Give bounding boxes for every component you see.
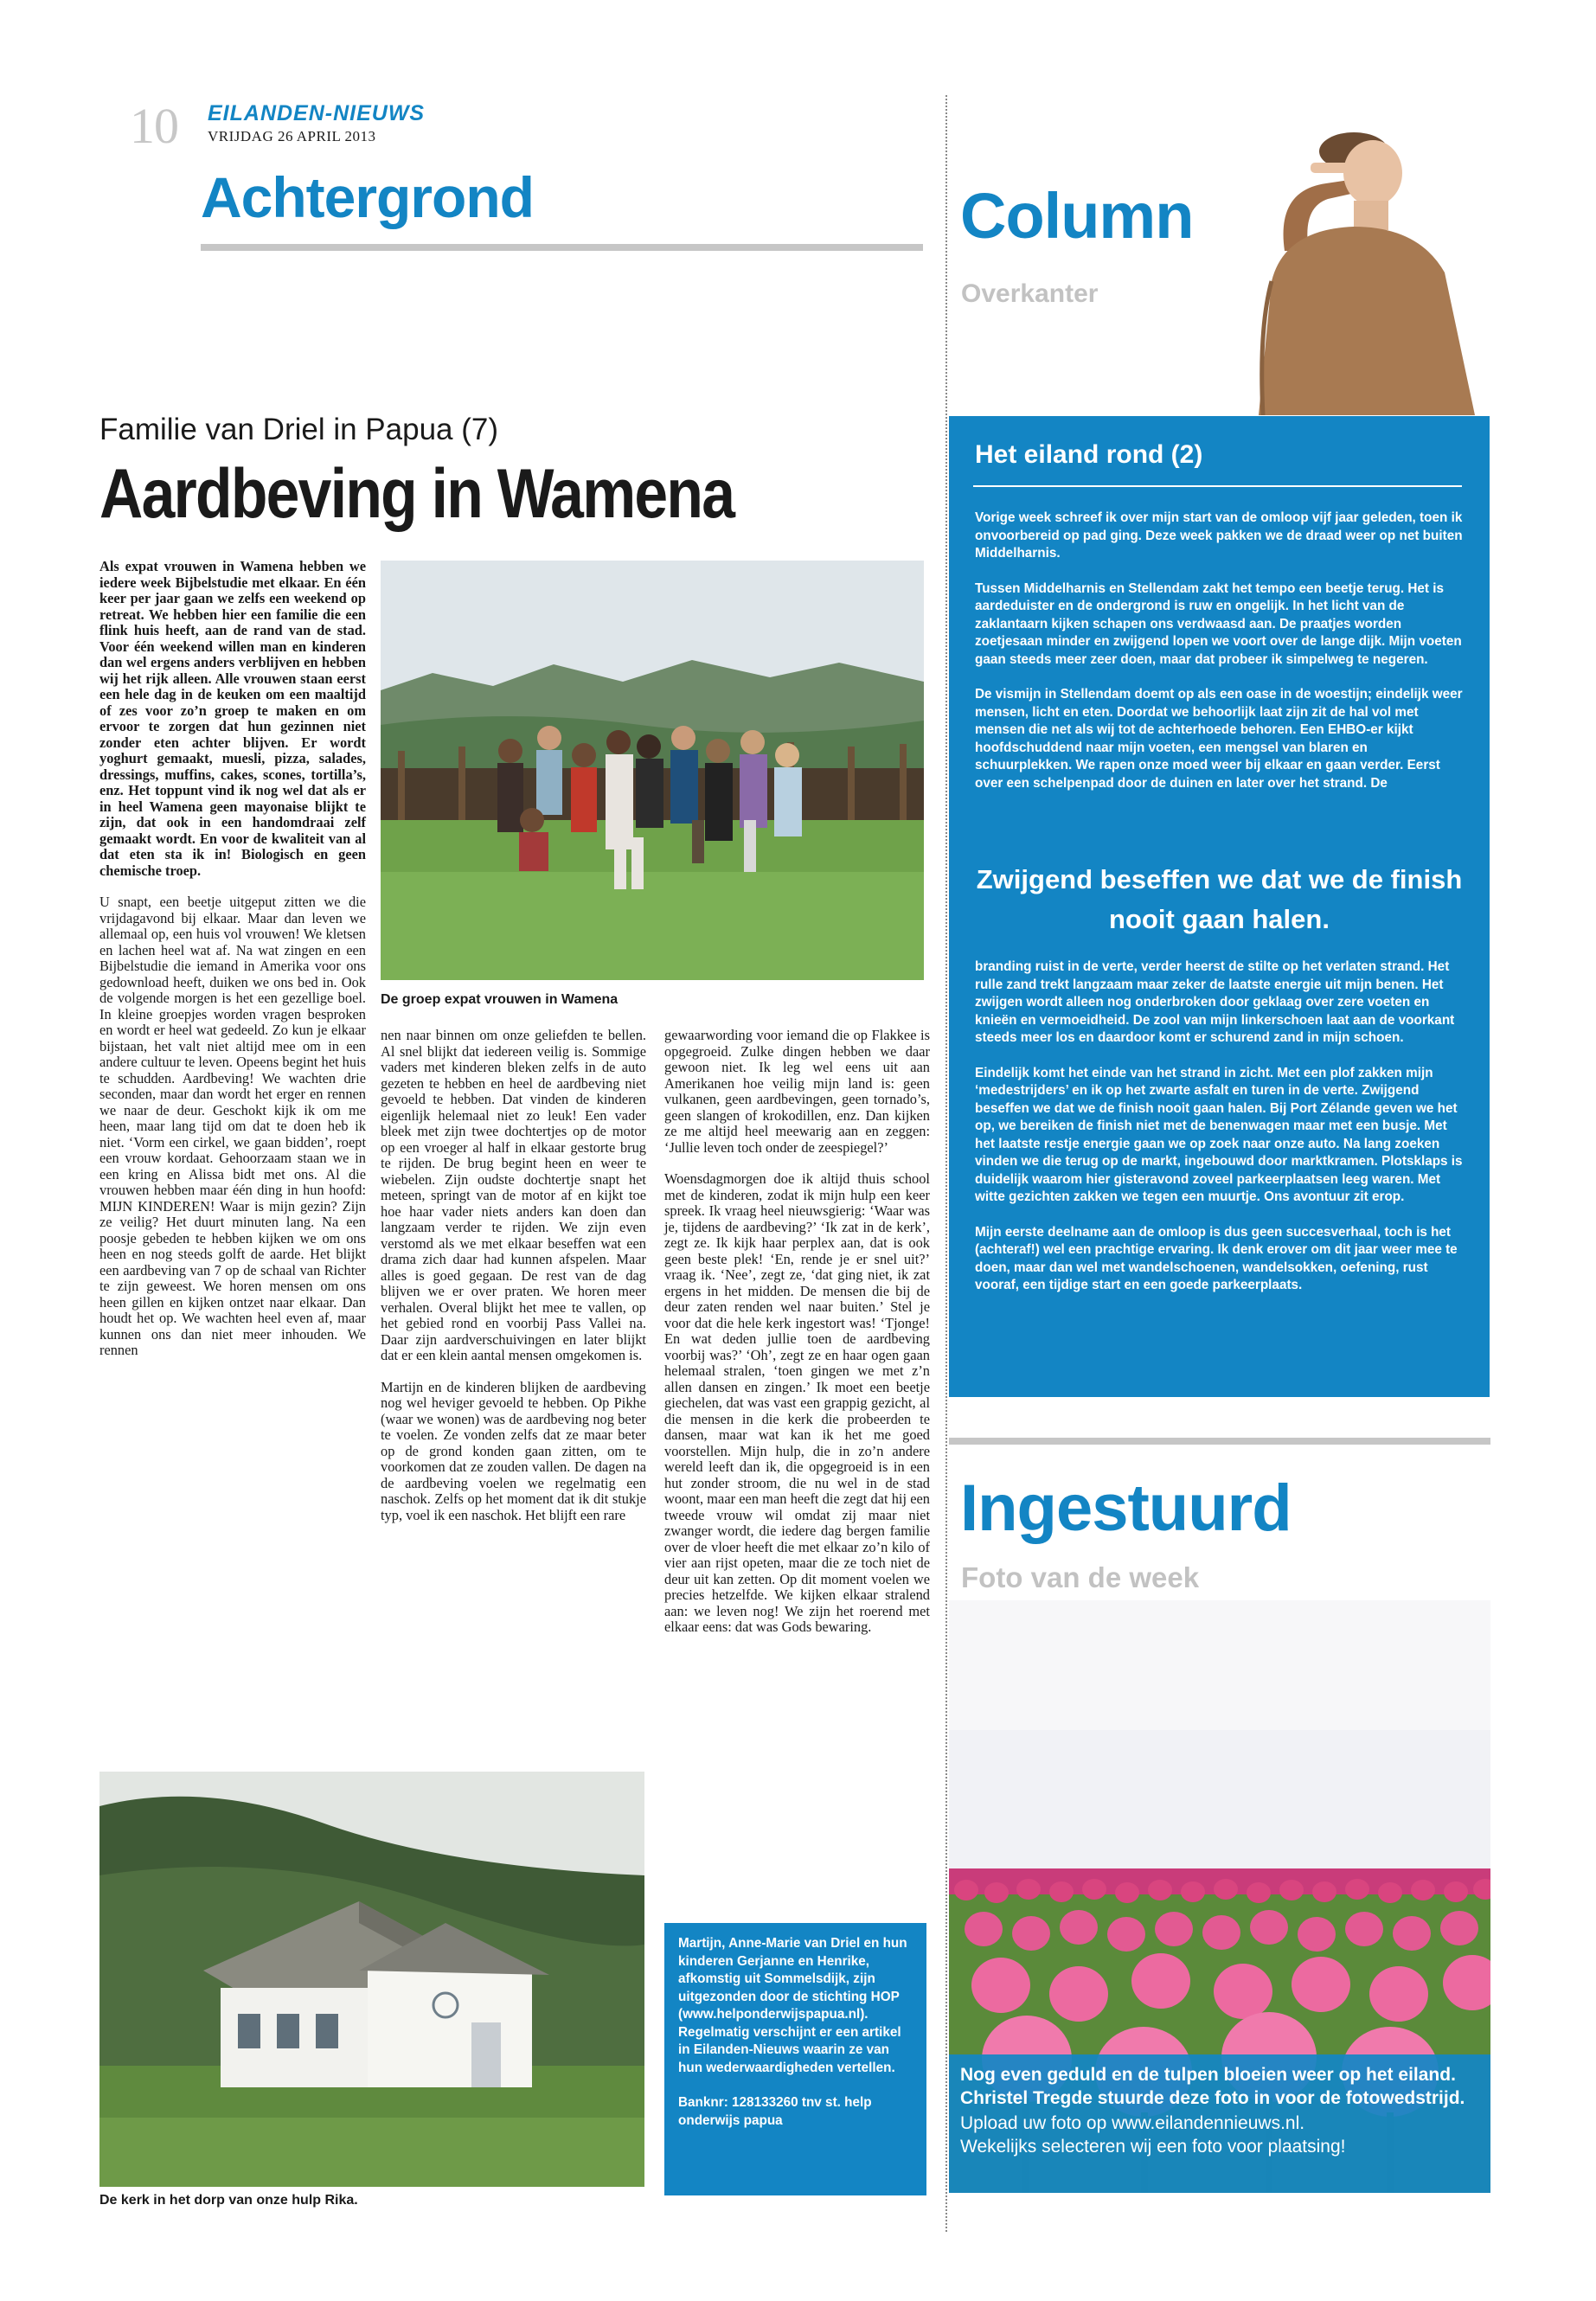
section-title-column: Column xyxy=(960,180,1194,252)
column-box-rule xyxy=(973,485,1462,487)
column-paragraph: De vismijn in Stellendam doemt op als een oase in de woestijn; eindelijk weer mensen, licht en eten. Doordat we behoorlijk laat zijn zit de hal vol met mensen die net als wij tot de achterhoede behoren. Een EHBO-er kijkt hoofdschuddend naar mijn voeten, een mengsel van blaren en schuurplekken. We rapen onze moed weer bij elkaar en gaan verder. Eerst over een schelpenpad door de duinen en later over het strand. De xyxy=(975,687,1463,791)
section-rule xyxy=(201,244,923,251)
church-photo xyxy=(99,1772,644,2187)
article-column-1 xyxy=(99,559,366,1375)
section-title-achtergrond: Achtergrond xyxy=(201,165,534,229)
bank-account: Banknr: 128133260 tnv st. help onderwijs papua xyxy=(678,2095,872,2128)
group-photo-caption: De groep expat vrouwen in Wamena xyxy=(381,992,619,1007)
author-info-box xyxy=(664,1923,926,2195)
article-kicker: Familie van Driel in Papua (7) xyxy=(99,413,499,446)
column-subtitle: Overkanter xyxy=(961,279,1099,308)
publication-logo: EILANDEN-NIEUWS xyxy=(208,101,426,125)
church-photo-caption: De kerk in het dorp van onze hulp Rika. xyxy=(99,2193,358,2208)
ingestuurd-rule xyxy=(949,1438,1490,1445)
column-paragraph: Vorige week schreef ik over mijn start van de omloop vijf jaar geleden, toen ik onvoorbereid op pad ging. Deze week pakken we de draad weer op net buiten Middelharnis. xyxy=(975,510,1463,561)
tulip-caption-bold: Nog even geduld en de tulpen bloeien weer op het eiland. Christel Tregde stuurde deze foto in voor de fotowedstrijd. xyxy=(960,2065,1465,2108)
column-paragraph: Eindelijk komt het einde van het strand in zicht. Met een plof zakken mijn ‘medestrijders’ en ik op het zwarte asfalt en turen in de verte. Zwijgend beseffen we dat we de finish nooit gaan halen. Bij Port Zélande geven we het op, we bereiken de finish niet met de benenwagen maar met een busje. Met het laatste restje energie gaan we op zoek naar onze auto. Na lang zoeken vinden we die terug op de markt, ingebouwd door marktkramen. Plotsklaps is duidelijk waarom hier gisteravond zoveel parkeerplaatsen leeg waren. Met witte gezichten zakken we tegen een muurtje. Ons avontuur zit erop. xyxy=(975,1065,1463,1204)
tulip-selection-text: Wekelijks selecteren wij een foto voor plaatsing! xyxy=(960,2137,1346,2157)
article-paragraph: gewaarwording voor iemand die op Flakkee is opgegroeid. Zulke dingen hebben we daar gewoon niet. Ik leg wel eens uit aan Amerikanen hoe veilig mijn land is: geen vulkanen, geen aardbevingen, geen tornado’s, geen slangen of krokodillen, enz. Dan kijken ze me altijd heel meewarig aan en zeggen: ‘Jullie leven toch onder de zeespiegel?’ xyxy=(664,1027,930,1156)
tulip-caption-box xyxy=(949,2054,1490,2193)
page-number: 10 xyxy=(130,98,178,154)
article-column-3 xyxy=(664,1028,930,1651)
column-paragraph: Mijn eerste deelname aan de omloop is dus geen succesverhaal, toch is het (achteraf!) wel een prachtige ervaring. Ik denk erover om dit jaar weer mee te doen, maar dan wel met wandelschoenen, wandelsokken, oefening, rust vooraf, een tijdige start en een goede parkeerplaats. xyxy=(975,1224,1458,1292)
column-pull-quote: Zwijgend beseffen we dat we de finish nooit gaan halen. xyxy=(976,864,1463,934)
section-title-ingestuurd: Ingestuurd xyxy=(960,1471,1292,1545)
author-info-paragraph: Martijn, Anne-Marie van Driel en hun kinderen Gerjanne en Henrike, afkomstig uit Sommelsdijk, zijn uitgezonden door de stichting HOP (www.helponderwijspapua.nl). Regelmatig verschijnt er een artikel in Eilanden-Nieuws waarin ze van hun wederwaardigheden vertellen. xyxy=(678,1936,907,2075)
article-paragraph: nen naar binnen om onze geliefden te bellen. Al snel blijkt dat iedereen veilig is. Sommige vaders met kinderen bleken zelfs in de auto gezeten te hebben en heel de aardbeving niet gevoeld te hebben. Dat vinden de kinderen eigenlijk helemaal niet zo leuk! Een vader bleek met zijn twee dochtertjes op de motor op een vroeger al half in elkaar gestorte brug te rijden. De brug begint heen en weer te wiebelen. Zijn oudste dochtertje snapt het meteen, springt van de motor af en kijkt toe hoe haar vader niets anders kan doen dan langzaam verder te rijden. We zijn even verstomd als we met elkaar beseffen wat een drama zich daar had kunnen afspelen. Maar alles is goed gegaan. De rest van de dag blijven we er over praten. We horen meer verhalen. Overal blijkt het mee te vallen, op het gebied rond en voorbij Pass Vallei na. Daar zijn aardverschuivingen en later blijkt dat er een klein aantal mensen omgekomen is. xyxy=(381,1027,646,1363)
article-column-2 xyxy=(381,1028,646,1539)
issue-date: VRIJDAG 26 APRIL 2013 xyxy=(208,128,376,144)
article-paragraph: Martijn en de kinderen blijken de aardbeving nog wel heviger gevoeld te hebben. Op Pikhe (waar we wonen) was de aardbeving nog beter te voelen. Ze vonden zelfs dat ze maar beter op de grond konden gaan zitten, om te voorkomen dat ze zouden vallen. De dagen na de aardbeving voelen we regelmatig een naschok. Zelfs op het moment dat ik dit stukje typ, voel ik een naschok. Het blijft een rare xyxy=(381,1378,646,1523)
column-text-top xyxy=(975,510,1468,810)
author-info-text xyxy=(678,1935,913,2130)
group-photo xyxy=(381,561,924,980)
column-text-bottom xyxy=(975,958,1468,1312)
article-paragraph: U snapt, een beetje uitgeput zitten we die vrijdagavond bij elkaar. Maar dan leven we allemaal op, een huis vol vrouwen! We kletsen en lachen heel wat af. Na wat zingen en een Bijbelstudie die iemand in Amerika voor ons gedownload heeft, duiken we ons bed in. Ook de volgende morgen is het een gezellige boel. In kleine groepjes worden vragen besproken en wordt er heel wat gedeeld. Zo kun je elkaar bijstaan, het valt niet altijd mee om in een andere cultuur te leven. Opeens begint het huis te schudden. Aardbeving! We wachten drie seconden, maar dan wordt het erger en rennen we naar de deur. Geschokt kijk ik om me heen, maar lang tijd om dat te doen heb ik niet. ‘Vorm een cirkel, we gaan bidden’, roept een vrouw kordaat. Gehoorzaam staan we in een kring en Alissa bidt met ons. Al die vrouwen hebben maar één ding in hun hoofd: MIJN KINDEREN! Waar is mijn gezin? Zijn ze veilig? Het duurt minuten lang. Na een poosje gebeden te hebben kijken we om ons heen en nog steeds golft de aarde. Het blijkt een aardbeving van 7 op de schaal van Richter te zijn geweest. We horen mensen om ons heen gillen en kijken ontzet naar elkaar. Dan houdt het op. We wachten heel even af, maar kunnen ons dan niet meer inhouden. We rennen xyxy=(99,894,366,1358)
article-headline: Aardbeving in Wamena xyxy=(99,455,734,533)
column-box xyxy=(949,416,1490,1397)
column-box-title: Het eiland rond (2) xyxy=(975,440,1203,469)
column-paragraph: branding ruist in de verte, verder heerst de stilte op het verlaten strand. Het rulle zand trekt langzaam maar zeker de laatste energie uit mijn benen. Het zwijgen wordt alleen nog onderbroken door geklaag over zere voeten en knieën en vermoeidheid. De zool van mijn linkerschoen laat aan de voorkant steeds meer los en daardoor komt er schurend zand in mijn schoen. xyxy=(975,959,1455,1045)
column-paragraph: Tussen Middelharnis en Stellendam zakt het tempo een beetje terug. Het is aardeduister en de ondergrond is ruw en ongelijk. In het licht van de zaklantaarn kijken schapen ons verdwaasd aan. De praatjes worden zoetjesaan minder en zwijgend lopen we voort over de lange dijk. Mijn voeten gaan steeds meer zeer doen, maar dat probeer ik simpelweg te negeren. xyxy=(975,580,1462,667)
column-divider xyxy=(945,95,947,2232)
tulip-upload-text: Upload uw foto op www.eilandennieuws.nl. xyxy=(960,2113,1305,2133)
article-paragraph: Woensdagmorgen doe ik altijd thuis school met de kinderen, zodat ik mijn hulp een keer spreek. Ik vraag heel nieuwsgierig: ‘Waar was je, tijdens de aardbeving?’ ‘Ik zat in de kerk’, zegt ze. Ik kijk haar perplex aan, dat is ook geen beste plek! ‘En, rende je er snel uit?’ vraag ik. ‘Nee’, zegt ze, ‘dat ging niet, ik zat ergens in het midden. De mensen die bij de deur zaten renden wel naar buiten.’ Stel je voor dat die hele kerk ingestort was! ‘Tjonge! En wat deden jullie toen de aardbeving voorbij was?’ ‘Oh’, zegt ze en haar ogen gaan helemaal stralen, ‘toen gingen we met z’n allen dansen en zingen.’ Ik moet een beetje giechelen, dat was vast een grappig gezicht, al die mensen in die kerk die probeerden te dansen, maar wat kan ik het me goed voorstellen. Mijn hulp, die in zo’n andere wereld leeft dan ik, die opgegroeid is in een hut zonder stroom, die nu wel in de stad woont, maar een man heeft die zegt dat hij een tweede vrouw wil omdat zij maar niet zwanger wordt, die iedere dag bergen familie over de vloer heeft die met elkaar zo’n kilo of vier aan rijst opeten, maar die ze toch niet de deur uit kan zetten. Op dit moment voelen we precies hetzelfde. We kijken elkaar stralend aan: we leven nog! We zijn het roerend met elkaar eens: dat was Gods bewaring. xyxy=(664,1170,930,1635)
article-intro: Als expat vrouwen in Wamena hebben we iedere week Bijbelstudie met elkaar. En één keer per jaar gaan we zelfs een weekend op retreat. We hebben hier een familie die een flink huis heeft, aan de rand van de stad. Voor één weekend willen man en kinderen dan wel ergens anders verblijven en hebben wij het rijk alleen. Alle vrouwen staan eerst een hele dag in de keuken om een maaltijd of zes voor zo’n groep te maken en om ervoor te zorgen dat hun gezinnen niet zonder eten achter blijven. Er wordt yoghurt gemaakt, muesli, pizza, salades, dressings, muffins, cakes, scones, tortilla’s, enz. Het toppunt vind ik nog wel dat als er in heel Wamena geen mayonaise blijkt te zijn, dat ook in een handomdraai zelf gemaakt wordt. En voor de kwaliteit van al dat eten sta ik in! Biologisch en geen chemische troep. xyxy=(99,558,366,879)
ingestuurd-subtitle: Foto van de week xyxy=(961,1561,1200,1593)
columnist-photo xyxy=(1224,130,1492,415)
